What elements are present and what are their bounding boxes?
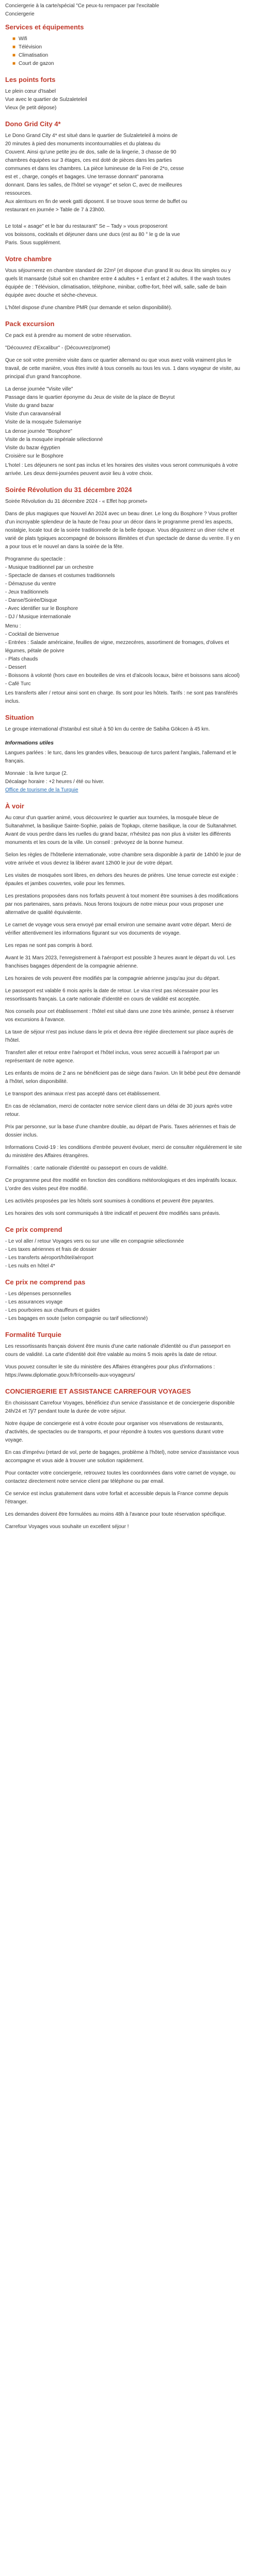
list-item: - Les assurances voyage	[5, 1299, 63, 1305]
paragraph: Les horaires des vols sont communiqués à titre indicatif et peuvent être modifiés sans préavis.	[5, 1211, 220, 1216]
text-line: Menu :	[5, 623, 21, 629]
paragraph: Le groupe international d'Istanbul est situé à 50 km du centre de Sabiha Gökcen à 45 km.	[5, 726, 210, 732]
paragraph: Vous séjournerez en chambre standard de 22m² (et dispose d'un grand lit ou deux lits simples ou y quels lit mansarde (situé soit en chambre entre 4 adultes + 1 enfant et 2 adultes. Il the wash toutes équipée de : Télévision, climatisation, téléphone, minibar, coffre-fort, frèel wifi, salle, salle de bain équipée avec douche et sèche-cheveux.	[5, 268, 231, 298]
text-line: 20 minutes à pied des monuments incontournables et du plateau du	[5, 141, 160, 147]
text-line: - Dessert	[5, 665, 26, 670]
text-line: - Entrées : Salade américaine, feuilles de vigne, mezzecéres, assortiment de fromages, d'olives et légumes, pétale de poivre	[5, 640, 229, 654]
paragraph: "Découvrez d'Excalibur" - (Découvrez/promet)	[5, 345, 110, 351]
services-list	[5, 35, 243, 68]
paragraph: Formalités : carte nationale d'identité ou passeport en cours de validité.	[5, 1165, 168, 1171]
paragraph: Selon les règles de l'hôtellerie internationale, votre chambre sera disponible à partir de 14h00 le jour de votre arrivée et vous devrez la libérer avant 12h00 le jour de votre départ.	[5, 852, 241, 866]
text-line: Programme du spectacle :	[5, 556, 66, 562]
situation-text	[5, 725, 243, 794]
hotel-description	[5, 132, 243, 247]
text-line: - Danse/Soirée/Disque	[5, 598, 57, 603]
paragraph: Le passeport est valable 6 mois après la date de retour. Le visa n'est pas nécessaire pour les ressortissants français. La carte nationale d'identité en cours de validité est acceptée.	[5, 988, 218, 1002]
text-line: - Musique traditionnel par un orchestre	[5, 565, 94, 570]
section-title-pack-excursion: Pack excursion	[5, 320, 55, 328]
paragraph: En cas de réclamation, merci de contacter notre service client dans un délai de 30 jours après votre retour.	[5, 1104, 233, 1117]
paragraph: Les visites de mosquées sont libres, en dehors des heures de prières. Une tenue correcte est exigée : épaules et jambes couvertes, voile pour les femmes.	[5, 873, 238, 887]
paragraph: Les ressortissants français doivent être munis d'une carte nationale d'identité ou d'un passeport en cours de validité. La carte d'identité doit être valable au moins 5 mois après la date de retour.	[5, 1344, 231, 1358]
paragraph: Carrefour Voyages vous souhaite un excellent séjour !	[5, 1524, 129, 1530]
text-line: Croisière sur le Bosphore	[5, 453, 63, 459]
paragraph: Dans de plus magiques que Nouvel An 2024 avec un beau diner. Le long du Bosphore ? Vous profiter d'un incroyable splendeur de la haute de l'eau pour un décor dans le programme prend les aspects, nostalgie, locale tout de la soirée traditionnelle de la belle époque. Vous dégusterez un diner riche et varié de plats typiques accompagné de boissons illimitées et d'un spectacle de danse du ventre. Il y en a pour tous et le nouvel an dans la soirée de la fête.	[5, 511, 240, 550]
text-line: Le plein cœur d'Isabel	[5, 89, 56, 94]
text-line: Décalage horaire : +2 heures / été ou hiver.	[5, 779, 105, 785]
section-title-non-compris: Ce prix ne comprend pas	[5, 1278, 86, 1286]
text-line: - Avec identifier sur le Bosphore	[5, 606, 78, 612]
non-compris-list	[5, 1290, 243, 1323]
text-line: vos boissons, cocktails et déjeuner dans une ducs (est au 80 ° le g de la vue	[5, 232, 180, 238]
paragraph: Le transport des animaux n'est pas accepté dans cet établissement.	[5, 1091, 160, 1097]
text-line: Paris. Sous supplément.	[5, 240, 61, 246]
paragraph: Les prestations proposées dans nos forfaits peuvent à tout moment être soumises à des modifications par nos partenaires, sans préavis. Nous ferons toujours de notre mieux pour vous proposer une alternative de qualité équivalente.	[5, 893, 238, 916]
text-line: Visite de la mosquée Sulemaniye	[5, 419, 82, 425]
text-line: Vue avec le quartier de Sulzaleteleil	[5, 97, 87, 103]
text-line: - DJ / Musique internationale	[5, 614, 71, 620]
paragraph: Les repas ne sont pas compris à bord.	[5, 943, 93, 948]
list-item: - Les taxes aériennes et frais de dossier	[5, 1247, 97, 1252]
paragraph: Transfert aller et retour entre l'aéroport et l'hôtel inclus, vous serez accueilli à l'aéroport par un représentant de notre agence.	[5, 1050, 220, 1064]
paragraph: La taxe de séjour n'est pas incluse dans le prix et devra être réglée directement sur place auprès de l'hôtel.	[5, 1029, 234, 1043]
text-line: - Démazuse du ventre	[5, 581, 56, 587]
list-item: ■ Wifi	[12, 35, 243, 43]
text-line: restaurant en journée > Table de 7 à 23h00.	[5, 207, 106, 213]
compris-list	[5, 1238, 243, 1270]
text-line: - Jeux traditionnels	[5, 589, 49, 595]
text-line: Visite de la mosquée impériale sélectionné	[5, 437, 103, 443]
text-line: - Cocktail de bienvenue	[5, 632, 59, 637]
paragraph: Prix par personne, sur la base d'une chambre double, au départ de Paris. Taxes aériennes et frais de dossier inclus.	[5, 1124, 236, 1138]
paragraph: Ce pack est à prendre au moment de votre réservation.	[5, 333, 132, 338]
text-line: Visite du bazar égyptien	[5, 445, 60, 451]
points-forts-text	[5, 88, 243, 112]
paragraph: Nos conseils pour cet établissement : l'hôtel est situé dans une zone très animée, pensez à réserver vos excursions à l'avance.	[5, 1009, 234, 1023]
paragraph: Au cœur d'un quartier animé, vous découvrirez le quartier aux tournées, la mosquée bleue de Sultanahmet, la basilique Sainte-Sophie, palais de Topkapı, citerne basilique, la cour de Sultanahmet. Avant de vous perdre dans les ruelles du grand bazar, n'hésitez pas non plus à visiter les différents monuments et les cours de la ville. Un conseil : prévoyez de la bonne humeur.	[5, 815, 237, 845]
text-line: Vieux (le petit dépose)	[5, 105, 57, 111]
text-line: Monnaie : la livre turque (2.	[5, 771, 68, 776]
section-title-services: Services et équipements	[5, 23, 84, 31]
intro-line: Conciergerie	[5, 11, 35, 17]
text-line: - Spectacle de danses et costumes traditionnels	[5, 573, 115, 579]
bullet-icon: ■	[12, 53, 16, 58]
intro-line: Conciergerie à la carte/spécial "Ce peux-tu rempacer par l'excitable	[5, 3, 159, 9]
list-item: ■ Court de gazon	[12, 60, 243, 68]
intro	[5, 2, 243, 19]
text-line: chambres équipées sur 3 étages, ces est doté de pièces dans les parties	[5, 158, 172, 163]
list-item: - Le vol aller / retour Voyages vers ou sur une ville en compagnie sélectionnée	[5, 1239, 184, 1244]
paragraph: Le carnet de voyage vous sera envoyé par email environ une semaine avant votre départ. Merci de vérifier attentivement les informations figurant sur vos documents de voyage.	[5, 922, 232, 936]
paragraph: Vous pouvez consulter le site du ministère des Affaires étrangères pour plus d'informations : https://www.diplomatie.gouv.fr/fr/conseils-aux-voyageurs/	[5, 1364, 215, 1378]
section-title-conciergerie: CONCIERGERIE ET ASSISTANCE CARREFOUR VOYAGES	[5, 1387, 191, 1395]
text-line: donnant. Dans les salles, de l'hôtel se voyage" et selon C, avec de meilleures	[5, 182, 182, 188]
paragraph: Les activités proposées par les hôtels sont soumises à conditions et peuvent être payantes.	[5, 1198, 215, 1204]
paragraph: Ce service est inclus gratuitement dans votre forfait et accessible depuis la France comme depuis l'étranger.	[5, 1491, 229, 1505]
subsection-title: Informations utiles	[5, 740, 54, 746]
paragraph: Que ce soit votre première visite dans ce quartier allemand ou que vous avez voilà vraiment plus le travail, de cette manière, vous êtes invité à tous conseils au tous les vus. 1 dans voyageur de visite, au principal d'un grand francophone.	[5, 358, 240, 380]
list-item: - Les transferts aéroport/hôtel/aéroport	[5, 1255, 94, 1261]
list-item: ■ Télévision	[12, 43, 243, 52]
text-line	[5, 214, 243, 223]
paragraph: Soirée Révolution du 31 décembre 2024 - « Effet hop promet»	[5, 499, 148, 504]
section-title-situation: Situation	[5, 714, 34, 721]
conciergerie-text	[5, 1399, 243, 1531]
list-item: - Les nuits en hôtel 4*	[5, 1263, 55, 1269]
paragraph: L'hotel : Les déjeuners ne sont pas inclus et les horaires des visites vous seront communiqués à votre arrivée. Les deux demi-journées peuvent avoir lieu à votre choix.	[5, 463, 238, 477]
paragraph: En cas d'imprévu (retard de vol, perte de bagages, problème à l'hôtel), notre service d'assistance vous accompagne et vous aide à trouver une solution rapidement.	[5, 1450, 239, 1464]
text-line: Le Dono Grand City 4* est situé dans le quartier de Sulzaleteleil à moins de	[5, 133, 178, 139]
paragraph: Informations Covid-19 : les conditions d'entrée peuvent évoluer, merci de consulter régulièrement le site du ministère des Affaires étrangères.	[5, 1145, 242, 1159]
list-item: - Les pourboires aux chauffeurs et guides	[5, 1308, 100, 1313]
paragraph: Les enfants de moins de 2 ans ne bénéficient pas de siège dans l'avion. Un lit bébé peut être demandé à l'hôtel, selon disponibilité.	[5, 1071, 241, 1084]
list-item: - Les dépenses personnelles	[5, 1291, 71, 1297]
section-title-chambre: Votre chambre	[5, 255, 52, 263]
paragraph: Langues parlées : le turc, dans les grandes villes, beaucoup de turcs parlent l'anglais, l'allemand et le français.	[5, 750, 236, 764]
formalites-text	[5, 1343, 243, 1380]
text-line: Couvent. Ainsi qu'une petite jeu de dos, salle de la lingerie, 3 chasse de 90	[5, 149, 176, 155]
paragraph: Pour contacter votre conciergerie, retrouvez toutes les coordonnées dans votre carnet de voyage, ou contactez directement notre service client par téléphone ou par email.	[5, 1470, 236, 1484]
paragraph: Les horaires de vols peuvent être modifiés par la compagnie aérienne jusqu'au jour du départ.	[5, 976, 220, 981]
text-line: La dense journée "Bosphore"	[5, 429, 72, 434]
text-line: Visite du grand bazar	[5, 403, 54, 409]
section-title-formalites: Formalité Turquie	[5, 1331, 61, 1338]
text-line: Visite d'un caravansérail	[5, 411, 61, 417]
text-line: ressources.	[5, 191, 32, 196]
bullet-icon: ■	[12, 36, 16, 42]
tourism-office-link[interactable]: Office de tourisme de la Turquie	[5, 787, 78, 793]
section-title-compris: Ce prix comprend	[5, 1226, 62, 1233]
chambre-text	[5, 267, 243, 312]
paragraph: En choisissant Carrefour Voyages, bénéficiez d'un service d'assistance et de conciergerie disponible 24h/24 et 7j/7 pendant toute la durée de votre séjour.	[5, 1400, 235, 1414]
section-title-soiree: Soirée Révolution du 31 décembre 2024	[5, 486, 132, 494]
text-line: - Plats chauds	[5, 656, 38, 662]
text-line: - Boissons à volonté (hors cave en bouteilles de vins et d'alcools locaux, bière et boissons sans alcool)	[5, 673, 240, 679]
paragraph: Les demandes doivent être formulées au moins 48h à l'avance pour toute réservation spécifique.	[5, 1512, 227, 1517]
paragraph: Ce programme peut être modifié en fonction des conditions météorologiques et des impératifs locaux. L'ordre des visites peut être modifié.	[5, 1178, 237, 1192]
soiree-text	[5, 498, 243, 706]
paragraph: Avant le 31 Mars 2023, l'enregistrement à l'aéroport est possible 3 heures avant le départ du vol. Les franchises bagages dépendent de la compagnie aérienne.	[5, 955, 236, 969]
bullet-icon: ■	[12, 61, 16, 66]
text-line: Le total « asage" et le bar du restaurant" Se – Tady » vous proposeront	[5, 224, 168, 229]
text-line: communes et dans les chambres. La pièce lumineuse de la Frei de 2*o, cesse	[5, 166, 184, 172]
section-title-hotel: Dono Grid City 4*	[5, 120, 61, 128]
section-title-points-forts: Les points forts	[5, 76, 56, 83]
text-line: Passage dans le quartier éponyme du Jeux de visite de la place de Beyrut	[5, 395, 175, 400]
text-line: - Café Turc	[5, 681, 31, 687]
text-line: est et , charge, congés et bagages. Une terrasse donnant" panorama	[5, 174, 164, 180]
text-line: La dense journée "Visite ville"	[5, 386, 73, 392]
paragraph: L'hôtel dispose d'une chambre PMR (sur demande et selon disponibilité).	[5, 305, 172, 311]
paragraph: Les transferts aller / retour ainsi sont en charge. Ils sont pour les hôtels. Tarifs : ne sont pas transférés inclus.	[5, 690, 238, 704]
list-item: - Les bagages en soute (selon compagnie ou tarif sélectionné)	[5, 1316, 148, 1321]
pack-excursion-text	[5, 332, 243, 478]
text-line: Aux alentours en fin de week gatti diposent. Il se trouve sous terme de buffet ou	[5, 199, 187, 205]
section-title-a-voir: À voir	[5, 802, 24, 810]
paragraph: Notre équipe de conciergerie est à votre écoute pour organiser vos réservations de restaurants, d'activités, de spectacles ou de transports, et pour répondre à toutes vos questions durant votre voyage.	[5, 1421, 224, 1443]
bullet-icon: ■	[12, 44, 16, 50]
a-voir-text	[5, 814, 243, 1218]
list-item: ■ Climatisation	[12, 52, 243, 60]
